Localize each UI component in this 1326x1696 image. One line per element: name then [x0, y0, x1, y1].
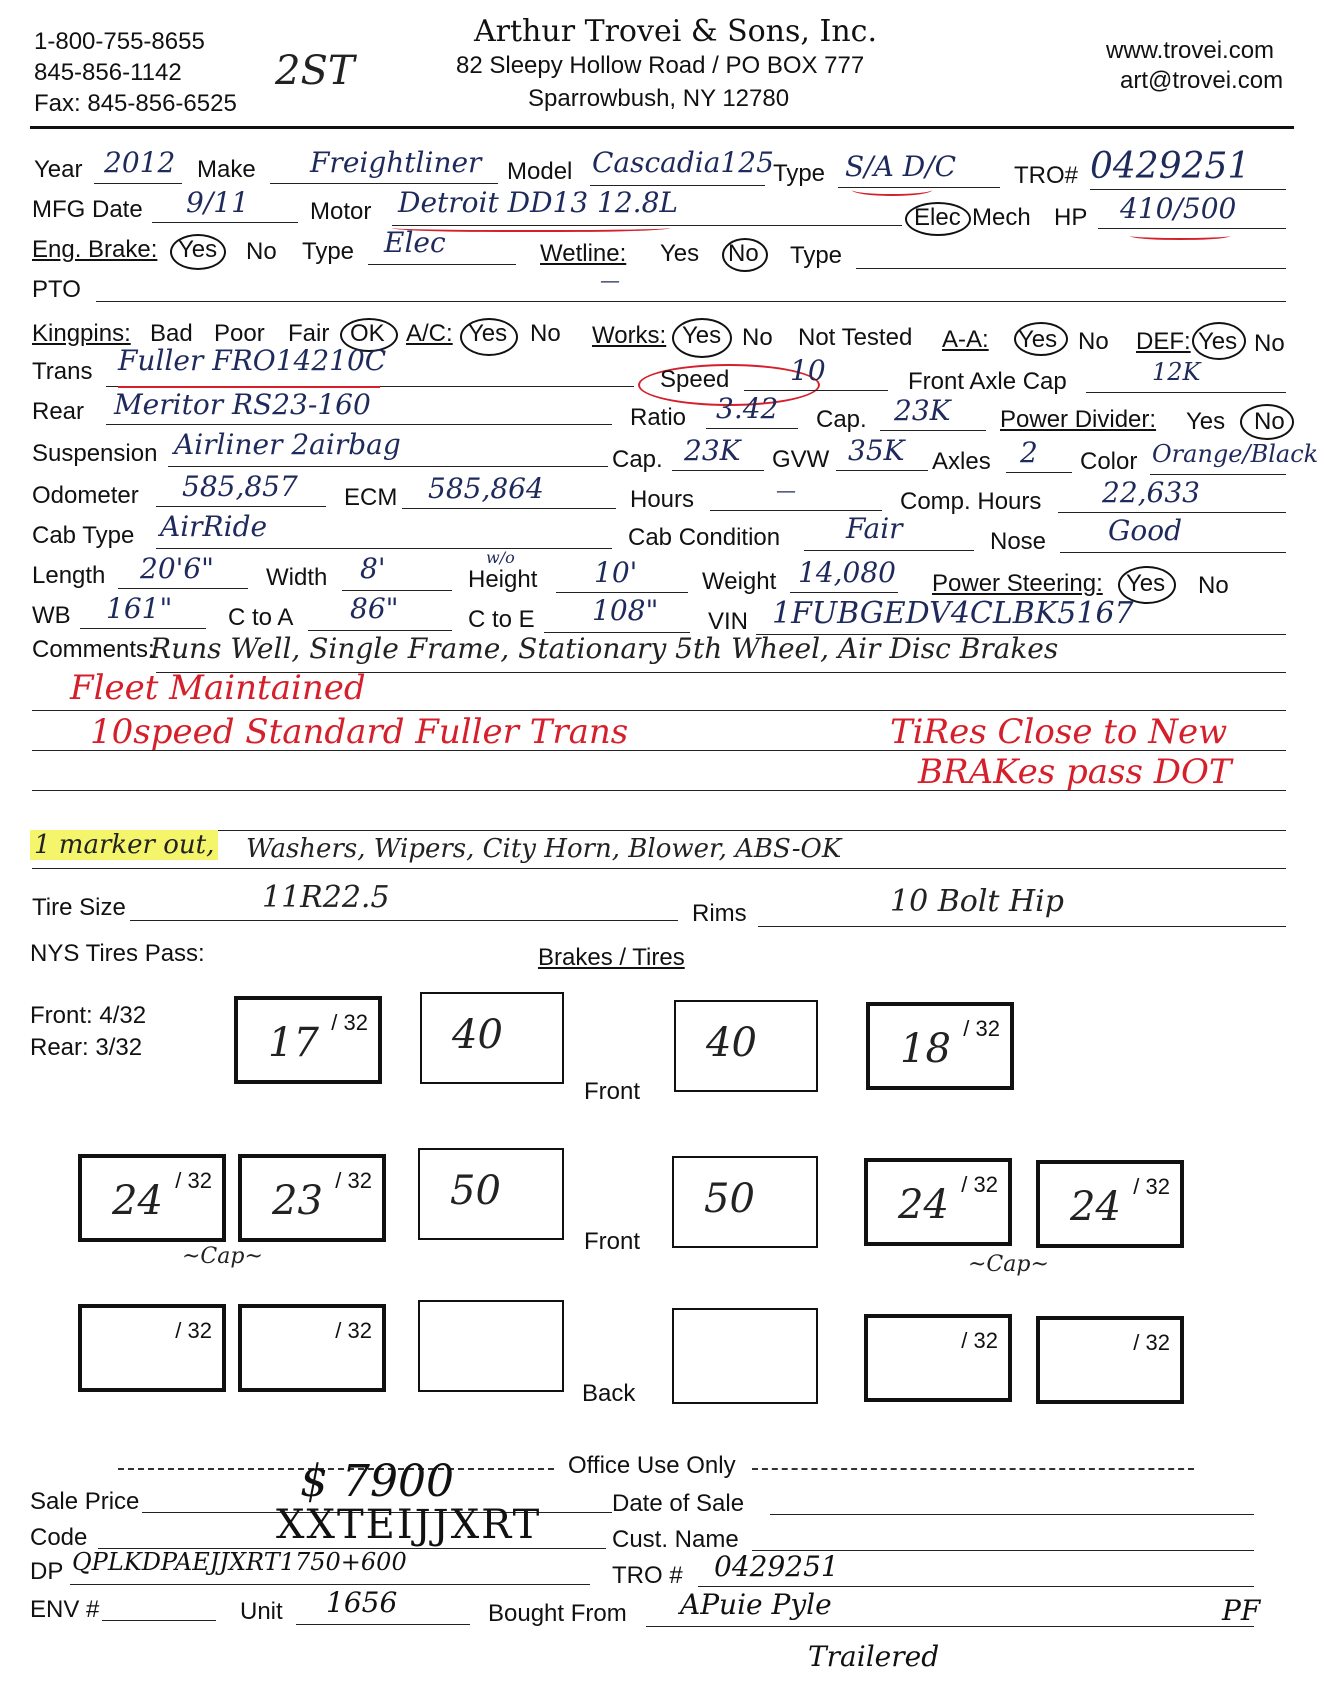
ac-yes: Yes: [468, 320, 508, 347]
tire-box-r3-5: [864, 1314, 1012, 1402]
front-label-row1: Front: [584, 1078, 641, 1105]
tire-box-r2-2: [238, 1154, 386, 1242]
phone-1: 1-800-755-8655: [34, 28, 205, 55]
office-dash-right: [752, 1468, 1194, 1470]
brakes-tires-heading: Brakes / Tires: [538, 944, 685, 971]
tire-depth: 24: [898, 1182, 949, 1228]
type-value: S/A D/C: [845, 150, 957, 183]
brake-value: 40: [706, 1020, 757, 1066]
tire-depth: 23: [272, 1178, 323, 1224]
front-label-row2: Front: [584, 1228, 641, 1255]
cab-type-value: AirRide: [160, 510, 268, 543]
height-label: Height: [468, 566, 538, 593]
ecm-label: ECM: [344, 484, 398, 511]
trans-value: Fuller FRO14210C: [118, 344, 387, 377]
brake-box-r3-left: [418, 1300, 564, 1392]
tire-box-front-right: [866, 1002, 1014, 1090]
per32-label: / 32: [335, 1318, 372, 1343]
trans-label: Trans: [32, 358, 93, 385]
comment-line-1: Runs Well, Single Frame, Stationary 5th Wheel, Air Disc Brakes: [150, 632, 1059, 665]
power-divider-label: Power Divider:: [1000, 406, 1157, 433]
tire-box-r2-1: [78, 1154, 226, 1242]
comments-label: Comments:: [32, 636, 155, 663]
tro-2-label: TRO #: [612, 1562, 683, 1589]
c-to-e-value: 108": [592, 594, 659, 627]
cab-type-label: Cab Type: [32, 522, 135, 549]
works-not-tested: Not Tested: [798, 324, 913, 351]
tire-box-r3-2: [238, 1304, 386, 1392]
dp-label: DP: [30, 1558, 64, 1585]
tire-depth: 24: [1070, 1184, 1121, 1230]
weight-label: Weight: [702, 568, 777, 595]
power-divider-yes: Yes: [1186, 408, 1226, 435]
comment-red-4: BRAKes pass DOT: [918, 752, 1232, 792]
brake-box-r2-right: [672, 1156, 818, 1248]
aa-no: No: [1078, 328, 1109, 355]
trailered-note: Trailered: [808, 1640, 940, 1673]
per32-label: / 32: [175, 1168, 212, 1193]
color-value: Orange/Black: [1152, 440, 1319, 468]
length-label: Length: [32, 562, 106, 589]
works-no: No: [742, 324, 773, 351]
power-steering-label: Power Steering:: [932, 570, 1103, 597]
per32-label: / 32: [335, 1168, 372, 1193]
wb-label: WB: [32, 602, 71, 629]
mfg-date-value: 9/11: [186, 186, 249, 219]
wetline-no: No: [728, 240, 759, 267]
speed-value: 10: [790, 354, 826, 387]
tire-box-r2-6: [1036, 1160, 1184, 1248]
hours-label: Hours: [630, 486, 695, 513]
tire-box-r2-5: [864, 1158, 1012, 1246]
pf-initials: PF: [1222, 1594, 1261, 1627]
odometer-label: Odometer: [32, 482, 139, 509]
per32-label: / 32: [1133, 1330, 1170, 1355]
cab-condition-label: Cab Condition: [628, 524, 781, 551]
length-value: 20'6": [140, 552, 215, 585]
works-label: Works:: [592, 322, 667, 349]
make-value: Freightliner: [310, 146, 482, 179]
kingpins-ok: OK: [350, 320, 385, 347]
email: art@trovei.com: [1120, 67, 1284, 94]
env-label: ENV #: [30, 1596, 100, 1623]
hp-value: 410/500: [1120, 192, 1237, 225]
kingpins-label: Kingpins:: [32, 320, 131, 347]
eng-brake-yes: Yes: [178, 236, 218, 263]
hp-label: HP: [1054, 204, 1088, 231]
tro-value: 0429251: [1090, 146, 1251, 187]
def-no: No: [1254, 330, 1285, 357]
weight-value: 14,080: [798, 556, 896, 589]
per32-label: / 32: [963, 1016, 1000, 1041]
phone-2: 845-856-1142: [34, 59, 182, 86]
comment-red-3: TiRes Close to New: [890, 712, 1228, 752]
type-label: Type: [773, 160, 826, 187]
aa-label: A-A:: [942, 326, 989, 353]
kingpins-fair: Fair: [288, 320, 330, 347]
tro-2-value: 0429251: [714, 1550, 839, 1583]
rear-value: Meritor RS23-160: [114, 388, 371, 421]
type-red-underline: [852, 184, 932, 196]
eng-brake-label: Eng. Brake:: [32, 236, 158, 263]
wetline-type-label: Type: [790, 242, 843, 269]
tire-depth: 24: [112, 1178, 163, 1224]
comment-red-2: 10speed Standard Fuller Trans: [90, 712, 629, 752]
speed-label: Speed: [660, 366, 730, 393]
axles-label: Axles: [932, 448, 991, 475]
make-label: Make: [197, 156, 256, 183]
tire-depth: 18: [900, 1026, 951, 1072]
width-label: Width: [266, 564, 328, 591]
ratio-value: 3.42: [716, 392, 779, 425]
code-value: XXTEIJJXRT: [276, 1502, 542, 1548]
dp-value: QPLKDPAEJJXRT1750+600: [72, 1548, 407, 1576]
color-label: Color: [1080, 448, 1138, 475]
bought-from-label: Bought From: [488, 1600, 627, 1627]
sale-price-value: $ 7900: [300, 1456, 454, 1507]
bought-from-value: APuie Pyle: [680, 1588, 832, 1621]
power-steering-no: No: [1198, 572, 1229, 599]
per32-label: / 32: [175, 1318, 212, 1343]
def-label: DEF:: [1136, 328, 1191, 355]
height-value: 10': [594, 556, 638, 589]
eng-brake-no: No: [246, 238, 277, 265]
rear-cap-label: Cap.: [816, 406, 867, 433]
mfg-date-label: MFG Date: [32, 196, 143, 223]
rear-requirement: Rear: 3/32: [30, 1034, 143, 1061]
sale-price-label: Sale Price: [30, 1488, 140, 1515]
comment-highlight: 1 marker out,: [30, 830, 218, 860]
cap-note-left: ~Cap~: [182, 1244, 263, 1269]
unit-value: 1656: [326, 1586, 398, 1619]
comp-hours-value: 22,633: [1102, 476, 1200, 509]
tire-box-front-left: [234, 996, 382, 1084]
comment-red-1: Fleet Maintained: [70, 668, 366, 708]
c-to-a-label: C to A: [228, 604, 294, 631]
hours-value: —: [776, 478, 796, 502]
address-line-1: 82 Sleepy Hollow Road / PO BOX 777: [456, 52, 865, 79]
power-steering-yes: Yes: [1126, 570, 1166, 597]
brake-box-r3-right: [672, 1308, 818, 1404]
motor-label: Motor: [310, 198, 372, 225]
model-value: Cascadia125: [592, 146, 774, 179]
eng-brake-type-label: Type: [302, 238, 355, 265]
wetline-label: Wetline:: [540, 240, 627, 267]
def-yes: Yes: [1198, 328, 1238, 355]
rear-cap-value: 23K: [894, 394, 951, 427]
office-use-only-label: Office Use Only: [568, 1452, 736, 1479]
handwritten-note: 2ST: [275, 48, 355, 94]
gvw-label: GVW: [772, 446, 830, 473]
cab-condition-value: Fair: [846, 512, 903, 545]
back-label: Back: [582, 1380, 636, 1407]
company-name: Arthur Trovei & Sons, Inc.: [474, 14, 877, 49]
wb-value: 161": [106, 592, 173, 625]
nose-label: Nose: [990, 528, 1047, 555]
c-to-e-label: C to E: [468, 606, 535, 633]
susp-cap-value: 23K: [684, 434, 741, 467]
works-yes: Yes: [682, 322, 722, 349]
brake-box-r2-left: [418, 1148, 564, 1240]
website: www.trovei.com: [1106, 37, 1275, 64]
per32-label: / 32: [331, 1010, 368, 1035]
tro-label: TRO#: [1014, 162, 1079, 189]
ac-label: A/C:: [406, 320, 453, 347]
cust-name-label: Cust. Name: [612, 1526, 739, 1553]
eng-brake-type-value: Elec: [384, 226, 446, 259]
brake-value: 50: [450, 1168, 501, 1214]
tire-size-label: Tire Size: [32, 894, 126, 921]
ecm-value: 585,864: [428, 472, 544, 505]
vin-value: 1FUBGEDV4CLBK5167: [772, 596, 1134, 631]
front-requirement: Front: 4/32: [30, 1002, 147, 1029]
brake-value: 50: [704, 1176, 755, 1222]
mech-label: Mech: [972, 204, 1031, 231]
ratio-label: Ratio: [630, 404, 687, 431]
ac-no: No: [530, 320, 561, 347]
brake-value: 40: [452, 1012, 503, 1058]
front-axle-cap-label: Front Axle Cap: [908, 368, 1067, 395]
width-value: 8': [360, 552, 386, 585]
vin-label: VIN: [708, 608, 749, 635]
pto-dash: —: [600, 268, 620, 292]
trans-red-underline: [118, 378, 380, 388]
tire-box-r3-1: [78, 1304, 226, 1392]
tire-depth: 17: [268, 1020, 319, 1066]
header-divider: [30, 126, 1294, 129]
hp-red-underline: [1130, 232, 1230, 240]
wetline-yes: Yes: [660, 240, 700, 267]
year-label: Year: [34, 156, 83, 183]
cap-note-right: ~Cap~: [968, 1252, 1049, 1277]
odometer-value: 585,857: [182, 470, 298, 503]
nose-value: Good: [1108, 514, 1183, 547]
comp-hours-label: Comp. Hours: [900, 488, 1042, 515]
address-line-2: Sparrowbush, NY 12780: [528, 85, 790, 112]
unit-label: Unit: [240, 1598, 283, 1625]
front-axle-cap-value: 12K: [1152, 358, 1201, 386]
per32-label: / 32: [961, 1328, 998, 1353]
c-to-a-value: 86": [350, 592, 399, 625]
brake-box-front-left: [420, 992, 564, 1084]
suspension-value: Airliner 2airbag: [174, 428, 401, 461]
elec-label: Elec: [914, 204, 961, 231]
code-label: Code: [30, 1524, 88, 1551]
suspension-label: Suspension: [32, 440, 158, 467]
date-of-sale-label: Date of Sale: [612, 1490, 745, 1517]
rims-value: 10 Bolt Hip: [890, 884, 1064, 919]
brake-box-front-right: [674, 1000, 818, 1092]
kingpins-bad: Bad: [150, 320, 193, 347]
tire-size-value: 11R22.5: [262, 880, 390, 915]
tire-box-r3-6: [1036, 1316, 1184, 1404]
model-label: Model: [507, 158, 573, 185]
year-value: 2012: [104, 146, 176, 179]
pto-label: PTO: [32, 276, 81, 303]
rims-label: Rims: [692, 900, 747, 927]
fax: Fax: 845-856-6525: [34, 90, 237, 117]
per32-label: / 32: [1133, 1174, 1170, 1199]
motor-value: Detroit DD13 12.8L: [398, 186, 678, 219]
comment-line-5: Washers, Wipers, City Horn, Blower, ABS-OK: [246, 834, 842, 864]
height-note: w/o: [486, 548, 515, 567]
susp-cap-label: Cap.: [612, 446, 663, 473]
aa-yes: Yes: [1018, 326, 1058, 353]
per32-label: / 32: [961, 1172, 998, 1197]
rear-label: Rear: [32, 398, 85, 425]
gvw-value: 35K: [848, 434, 905, 467]
kingpins-poor: Poor: [214, 320, 265, 347]
nys-tires-pass-label: NYS Tires Pass:: [30, 940, 205, 967]
power-divider-no: No: [1254, 408, 1285, 435]
axles-value: 2: [1020, 436, 1038, 469]
